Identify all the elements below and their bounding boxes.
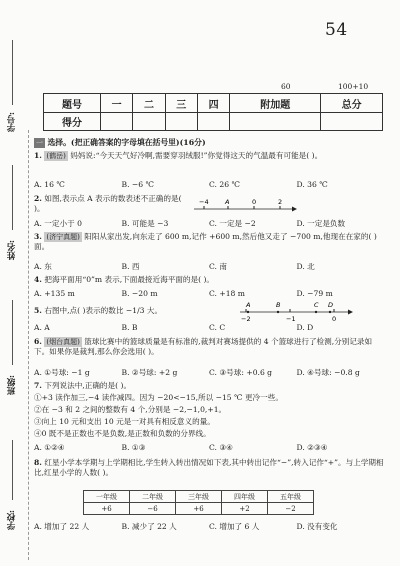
question-number: 8. xyxy=(34,458,42,467)
score-row-label: 得分 xyxy=(44,113,101,131)
point-b-label: B xyxy=(276,301,281,309)
question-2 xyxy=(34,194,194,215)
header-4: 四 xyxy=(197,94,229,113)
q7-statement-1: ①+3 读作加三,−4 读作减四。因为 −20<−15,所以 −15 ℃ 更冷一些。 xyxy=(34,393,283,402)
grade-value: −2 xyxy=(268,503,314,515)
score-cell[interactable] xyxy=(101,113,133,131)
option-a[interactable]: A. 16 ℃ xyxy=(34,180,65,189)
grade-header: 五年级 xyxy=(268,491,314,503)
grade-header: 一年级 xyxy=(84,491,130,503)
question-7 xyxy=(34,381,386,391)
question-text: 下列说法中,正确的是( )。 xyxy=(44,381,132,390)
question-tag: (烟台真题) xyxy=(46,338,80,346)
option-d[interactable]: D. 36 ℃ xyxy=(296,180,328,189)
nl-label-neg4: −4 xyxy=(199,198,209,206)
question-text: 红星小学本学期与上学期相比,学生转入转出情况如下表,其中转出记作“−”,转入记作“+”。与上学期相比,红星小学的人数( )。 xyxy=(34,458,384,478)
q7-statement-3: ③向上 10 元和支出 10 元是一对具有相反意义的量。 xyxy=(34,417,215,426)
question-number: 3. xyxy=(34,232,42,241)
q1-options xyxy=(34,180,384,189)
question-text: 右图中,点( )表示的数比 −1/3 大。 xyxy=(44,306,163,315)
question-number: 1. xyxy=(34,151,42,160)
question-text: 篮球比赛中的篮球质量是有标准的,裁判对赛场提供的 4 个篮球进行了检测,分别记录如下。如果你是裁判,那么你会选用( )。 xyxy=(34,337,373,357)
transfer-table xyxy=(83,490,314,515)
option-c[interactable]: C. 增加了 6 人 xyxy=(209,522,260,531)
question-6 xyxy=(34,337,386,358)
question-tag: (鹤岳) xyxy=(46,152,66,160)
score-table xyxy=(43,93,383,131)
question-1 xyxy=(34,151,386,161)
option-c[interactable]: C. +18 m xyxy=(209,289,246,298)
score-cell[interactable] xyxy=(230,113,321,131)
option-d[interactable]: D. −79 m xyxy=(296,289,333,298)
nl-label-0: 0 xyxy=(252,198,257,206)
option-a[interactable]: A. +135 m xyxy=(34,289,75,298)
name-label: 姓名: xyxy=(7,240,17,261)
section-heading xyxy=(34,137,206,148)
grade-value: +2 xyxy=(222,503,268,515)
option-b[interactable]: B. ①③ xyxy=(121,443,146,452)
q7-statement-2: ②在 −3 和 2 之间的整数有 4 个,分别是 −2,−1,0,+1。 xyxy=(34,405,227,414)
option-b[interactable]: B. −6 ℃ xyxy=(121,180,155,189)
q4-options xyxy=(34,289,384,298)
option-a[interactable]: A. 增加了 22 人 xyxy=(34,522,90,531)
score-cell[interactable] xyxy=(133,113,165,131)
option-c[interactable]: C. ③④ xyxy=(209,443,233,452)
q2-number-line xyxy=(190,196,300,216)
option-c[interactable]: C. ③号球: +0.6 g xyxy=(209,368,273,377)
option-b[interactable]: B. B xyxy=(121,323,138,332)
grade-header: 四年级 xyxy=(222,491,268,503)
section-badge: 一 xyxy=(36,139,43,147)
option-a[interactable]: A. A xyxy=(34,323,50,332)
header-3: 三 xyxy=(165,94,197,113)
header-total: 总分 xyxy=(321,94,383,113)
header-bonus: 附加题 xyxy=(230,94,321,113)
question-text: 把海平面用“0”m 表示,下面最接近海平面的是( )。 xyxy=(44,275,215,284)
header-qnum: 题号 xyxy=(44,94,101,113)
school-label: 学校: xyxy=(7,510,17,531)
question-text: 如图,表示点 A 表示的数表述不正确的是( )。 xyxy=(34,194,182,214)
question-number: 7. xyxy=(34,381,42,390)
q5-number-line xyxy=(238,300,356,324)
point-c-label: C xyxy=(314,301,319,309)
option-b[interactable]: B. −20 m xyxy=(121,289,158,298)
question-text: 妈妈说:“今天天气好冷啊,需要穿羽绒服!”你觉得这天的气温最有可能是( )。 xyxy=(70,151,323,160)
header-2: 二 xyxy=(133,94,165,113)
nl-label-2: 2 xyxy=(278,198,283,206)
q3-options xyxy=(34,261,384,272)
option-a[interactable]: A. ①②④ xyxy=(34,443,65,452)
tick-neg1: −1 xyxy=(286,315,296,323)
q5-options xyxy=(34,323,384,332)
option-c[interactable]: C. 南 xyxy=(209,262,227,271)
point-d-label: D xyxy=(328,301,334,309)
page-number: 54 xyxy=(325,20,348,40)
binding-line xyxy=(28,130,29,560)
score-note-right: 100+10 xyxy=(338,82,369,91)
option-b[interactable]: B. 可能是 −3 xyxy=(121,219,169,228)
option-d[interactable]: D. D xyxy=(296,323,314,332)
id-field[interactable] xyxy=(12,40,13,105)
question-4 xyxy=(34,275,386,285)
class-field[interactable] xyxy=(12,300,13,365)
option-a[interactable]: A. 东 xyxy=(34,262,52,271)
id-label: 学号: xyxy=(7,112,17,133)
grade-value: −6 xyxy=(130,503,176,515)
grade-header: 二年级 xyxy=(130,491,176,503)
q7-options xyxy=(34,443,384,452)
score-cell[interactable] xyxy=(165,113,197,131)
question-number: 4. xyxy=(34,275,42,284)
option-c[interactable]: C. C xyxy=(209,323,226,332)
school-field[interactable] xyxy=(12,440,13,500)
q8-options xyxy=(34,521,384,532)
header-1: 一 xyxy=(101,94,133,113)
option-b[interactable]: B. 西 xyxy=(121,262,140,271)
question-5 xyxy=(34,306,234,316)
grade-value: +6 xyxy=(176,503,222,515)
section-title: 选择。(把正确答案的字母填在括号里)(16分) xyxy=(47,138,206,147)
point-a-label: A xyxy=(246,301,251,309)
question-number: 5. xyxy=(34,306,42,315)
question-text: 阳阳从家出发,向东走了 600 m,记作 +600 m,然后他又走了 −700 m,他现在在家的( )面。 xyxy=(34,232,377,252)
question-number: 6. xyxy=(34,337,42,346)
class-label: 班级: xyxy=(7,375,17,396)
option-d[interactable]: D. 北 xyxy=(296,262,315,271)
score-cell[interactable] xyxy=(197,113,229,131)
q6-options xyxy=(34,367,384,378)
question-number: 2. xyxy=(34,194,42,203)
option-b[interactable]: B. 减少了 22 人 xyxy=(121,522,177,531)
q2-options xyxy=(34,218,384,229)
score-cell[interactable] xyxy=(321,113,383,131)
option-c[interactable]: C. 26 ℃ xyxy=(209,180,240,189)
tick-0: 0 xyxy=(332,315,337,323)
option-a[interactable]: A. 一定小于 0 xyxy=(34,219,82,228)
name-field[interactable] xyxy=(12,165,13,230)
grade-value: +6 xyxy=(84,503,130,515)
question-tag: (济宁真题) xyxy=(46,233,80,241)
question-8 xyxy=(34,458,386,479)
tick-neg2: −2 xyxy=(241,315,251,323)
nl-label-a: A xyxy=(225,198,230,206)
option-d[interactable]: D. ②③④ xyxy=(296,443,328,452)
option-d[interactable]: D. 一定是负数 xyxy=(296,219,346,228)
option-c[interactable]: C. 一定是 −2 xyxy=(209,219,256,228)
option-b[interactable]: B. ②号球: +2 g xyxy=(121,368,178,377)
question-3 xyxy=(34,232,386,253)
score-note-left: 60 xyxy=(281,82,291,91)
grade-header: 三年级 xyxy=(176,491,222,503)
q7-statement-4: ④0 既不是正数也不是负数,是正数和负数的分界线。 xyxy=(34,429,211,438)
option-d[interactable]: D. 没有变化 xyxy=(296,522,338,531)
option-d[interactable]: D. ④号球: −0.8 g xyxy=(296,368,360,377)
option-a[interactable]: A. ①号球: −1 g xyxy=(34,368,90,377)
